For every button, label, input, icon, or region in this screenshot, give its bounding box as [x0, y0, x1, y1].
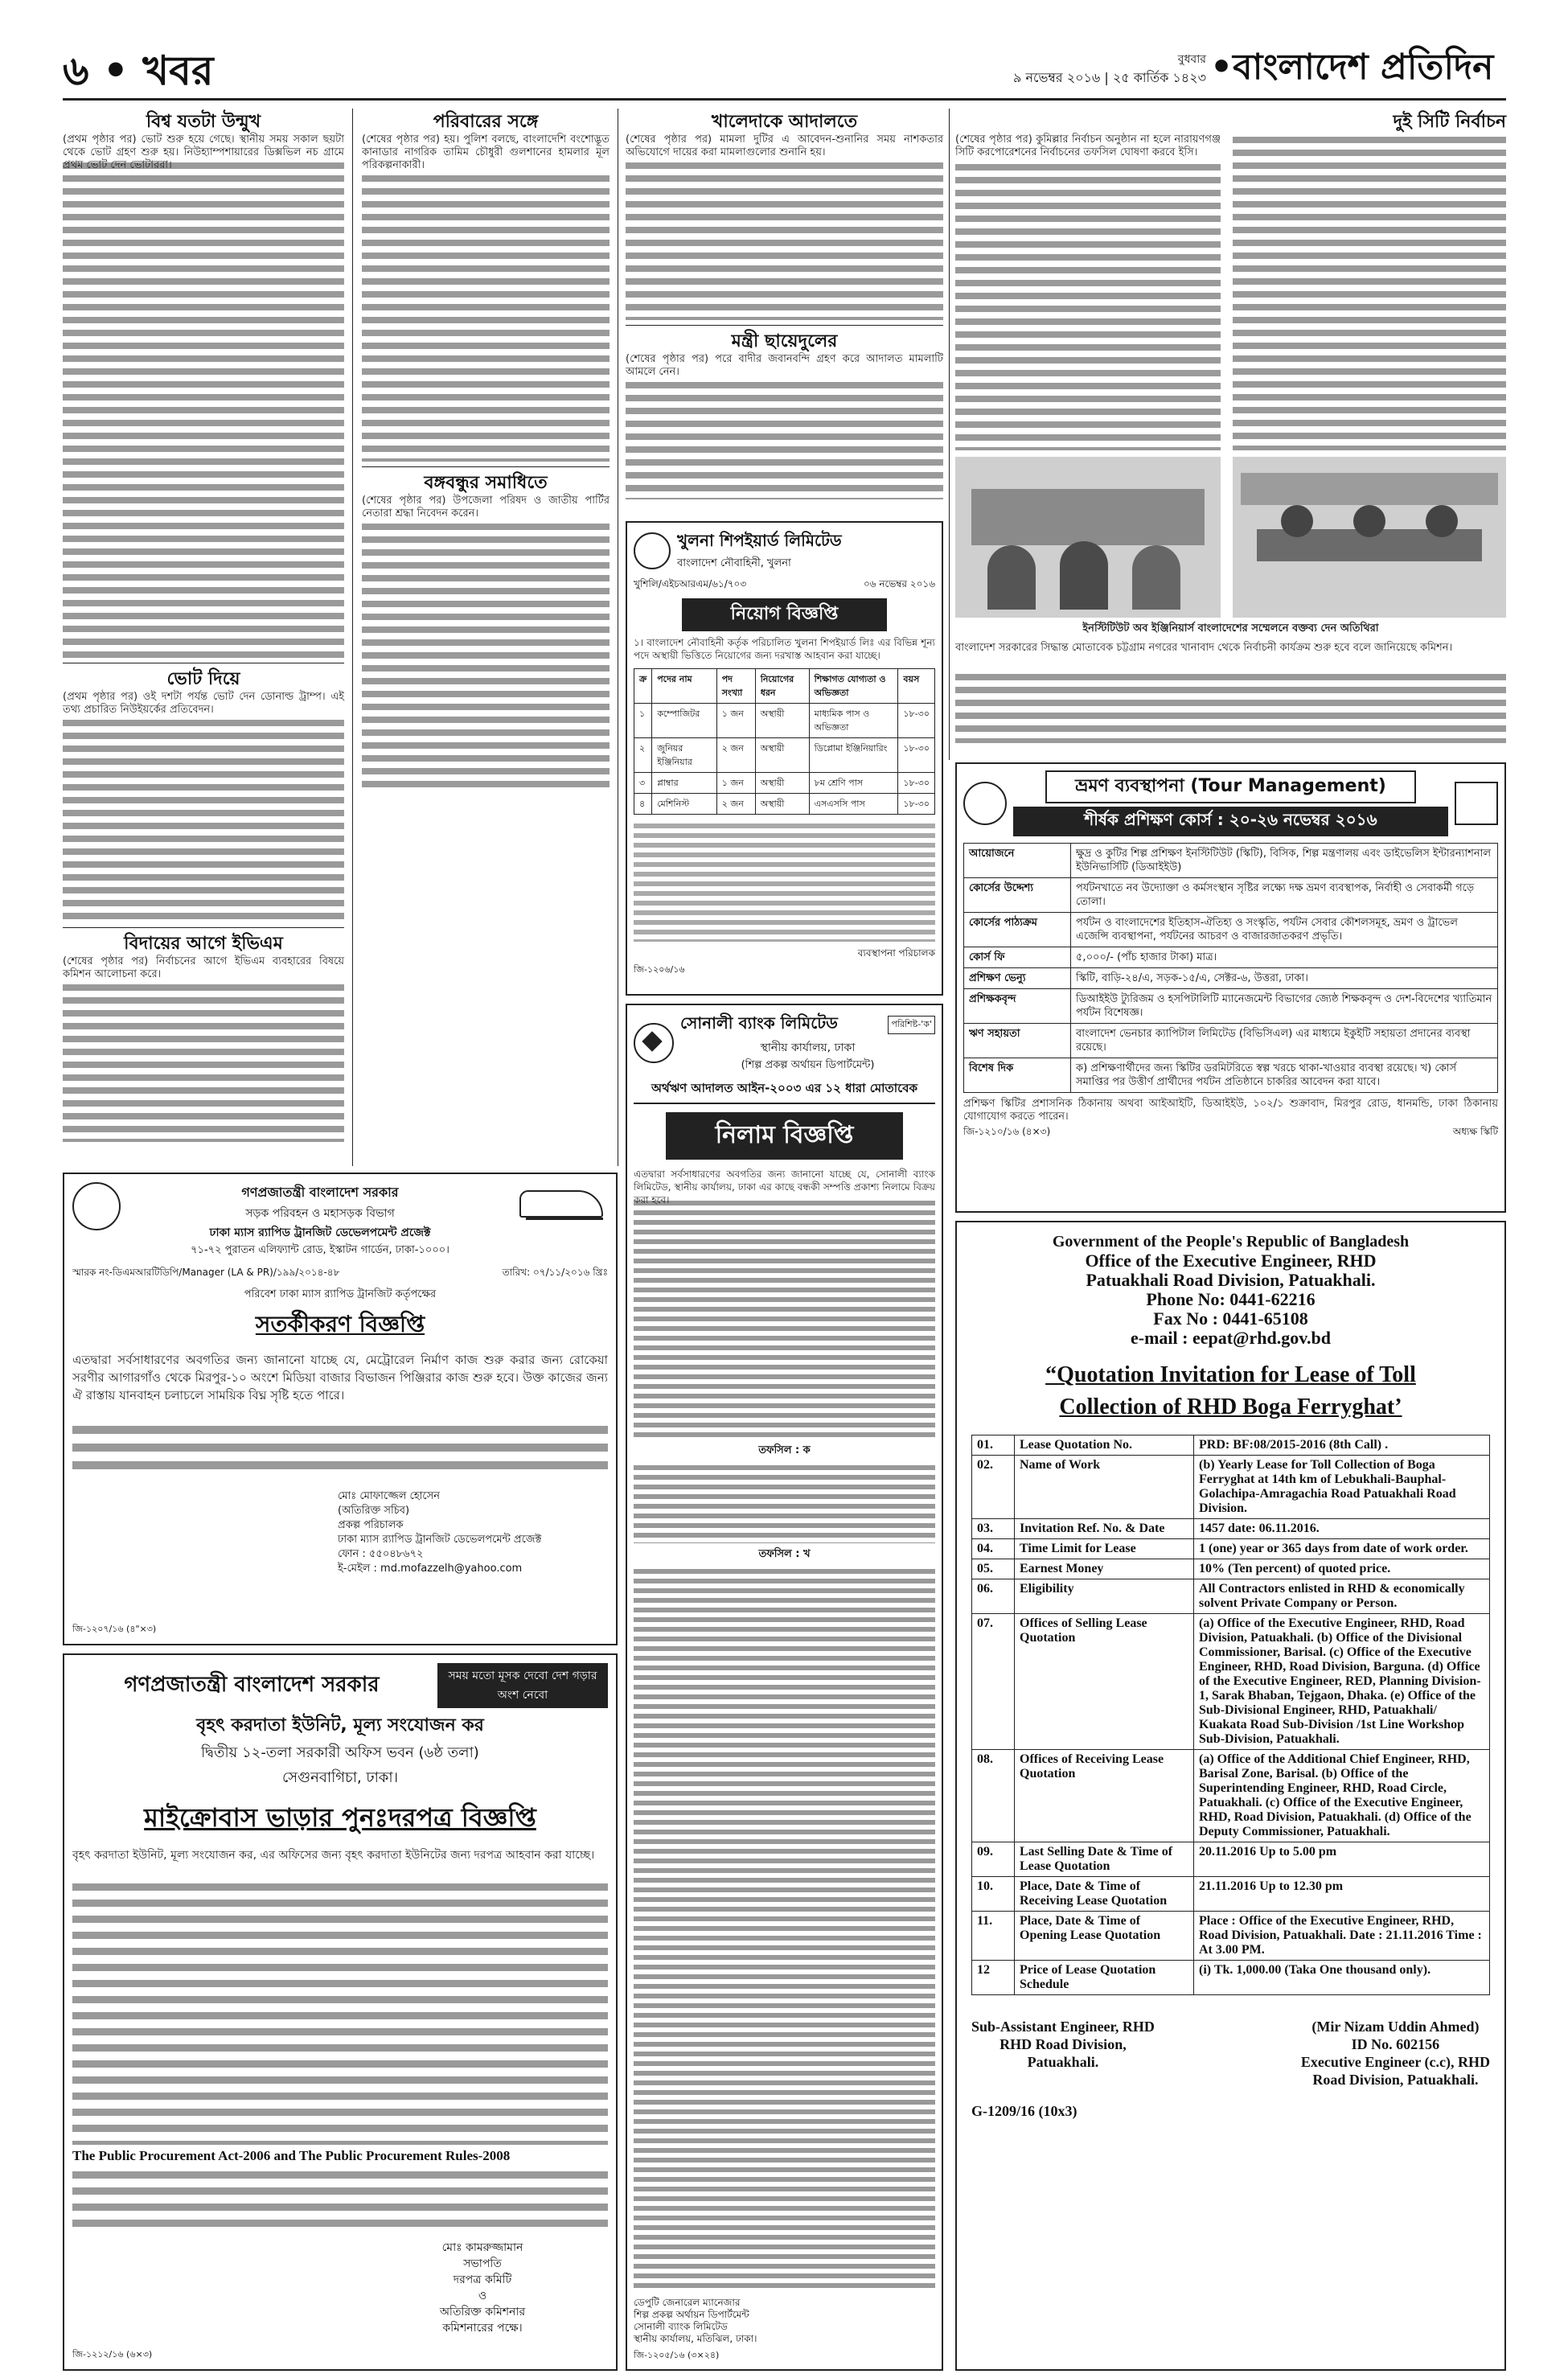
rhd-sign-right1: (Mir Nizam Uddin Ahmed) — [1311, 2019, 1480, 2035]
mrt-dept: সড়ক পরিবহন ও মহাসড়ক বিভাগ — [245, 1207, 395, 1220]
story-tail: বাংলাদেশ সরকারের সিদ্ধান্ত মোতাবেক চট্টগ্রাম নগরের খানাবাদ থেকে নির্বাচনী কার্যক্রম শুরু হবে বলে জানিয়েছে কমিশন। — [955, 642, 1453, 654]
table-cell: কম্পোজিটর — [652, 704, 717, 738]
ad-shipyard — [626, 521, 943, 996]
mrt-body-placeholder — [72, 1422, 608, 1478]
rhd-row-label: Place, Date & Time of Opening Lease Quotation — [1015, 1912, 1194, 1961]
ad-code: জি-১২০৭/১৬ (৪"×৩) — [72, 1624, 157, 1634]
shipyard-body-placeholder — [634, 821, 935, 942]
table-cell: ৩ — [634, 773, 652, 794]
shipyard-table — [634, 668, 935, 815]
rhd-row-number: 07. — [972, 1614, 1015, 1750]
table-row — [972, 1912, 1490, 1961]
rhd-row-value: PRD: BF:08/2015-2016 (8th Call) . — [1194, 1435, 1490, 1456]
story-body-placeholder — [63, 159, 344, 658]
vat-signer-t3: ও — [478, 2290, 487, 2302]
rhd-row-number: 09. — [972, 1842, 1015, 1877]
sonali-signer-t2: সোনালী ব্যাংক লিমিটেড — [634, 2321, 728, 2332]
sonali-logo-icon — [634, 1023, 674, 1063]
rhd-title-line2: Collection of RHD Boga Ferryghat’ — [1059, 1394, 1402, 1419]
story-body-placeholder — [955, 161, 1221, 450]
vat-location: সেগুনবাগিচা, ঢাকা। — [281, 1769, 399, 1786]
story-body-placeholder — [626, 379, 943, 499]
vat-body: বৃহৎ করদাতা ইউনিট, মূল্য সংযোজন কর, এর অফিসের জন্য বৃহৎ করদাতা ইউনিটের জন্য দরপত্র আহবান করা যাচ্ছে। — [72, 1849, 595, 1862]
vat-unit: বৃহৎ করদাতা ইউনিট, মূল্য সংযোজন কর — [196, 1715, 484, 1735]
rhd-row-label: Name of Work — [1015, 1456, 1194, 1519]
tour-row-label: কোর্স ফি — [964, 947, 1071, 968]
story-body-placeholder — [1233, 133, 1506, 450]
rhd-title-line1: “Quotation Invitation for Lease of Toll — [1045, 1362, 1416, 1387]
table-cell: ১৮-৩০ — [898, 704, 935, 738]
mrt-phone: ফোন : ৫৫০৪৮৬৭২ — [338, 1548, 424, 1560]
rhd-sign-right2: ID No. 602156 — [1351, 2036, 1440, 2052]
vat-signer: মোঃ কামরুজ্জামান — [441, 2241, 523, 2254]
tour-row-value: স্কিটি, বাড়ি-২৪/এ, সড়ক-১৫/এ, সেক্টর-৬, উত্তরা, ঢাকা। — [1071, 968, 1498, 989]
sonali-act: অর্থঋণ আদালত আইন-২০০৩ এর ১২ ধারা মোতাবেক — [634, 1079, 935, 1104]
ad-sonali-bank — [626, 1004, 943, 2371]
table-cell: ১৮-৩০ — [898, 738, 935, 773]
tour-signer: অধ্যক্ষ স্কিটি — [1452, 1126, 1498, 1137]
skiti-logo-icon — [963, 782, 1007, 825]
tour-row-label: কোর্সের পাঠ্যক্রম — [964, 913, 1071, 947]
sonali-body: এতদ্বারা সর্বসাধারণের অবগতির জন্য জানানো যাচ্ছে যে, সোনালী ব্যাংক লিমিটেড, স্থানীয় কার্যালয়, ঢাকা এর কাছে বন্ধকী সম্পত্তি প্রকাশ্য নিলামে বিক্রয় করা হবে। — [634, 1169, 935, 1205]
ad-vat-microbus — [63, 1653, 618, 2371]
rhd-row-value: All Contractors enlisted in RHD & economically solvent Private Company or Person. — [1194, 1579, 1490, 1614]
mrt-org: গণপ্রজাতন্ত্রী বাংলাদেশ সরকার — [241, 1185, 399, 1200]
table-row — [972, 1456, 1490, 1519]
mrt-title: সতর্কীকরণ বিজ্ঞপ্তি — [255, 1311, 425, 1337]
story-body-placeholder — [626, 159, 943, 320]
table-row — [972, 1539, 1490, 1559]
vat-body-placeholder — [72, 1879, 608, 2145]
table-row — [964, 1024, 1498, 1058]
story-lead: (শেষের পৃষ্ঠার পর) পরে বাদীর জবানবন্দি গ্রহণ করে আদালত মামলাটি আমলে নেন। — [626, 353, 943, 378]
rhd-row-label: Time Limit for Lease — [1015, 1539, 1194, 1559]
story-body-placeholder — [63, 981, 344, 1142]
rhd-row-label: Offices of Receiving Lease Quotation — [1015, 1750, 1194, 1842]
story-lead: (প্রথম পৃষ্ঠার পর) ভোট শুরু হয়ে গেছে। স্থানীয় সময় সকাল ছয়টা থেকে ভোট গ্রহণ শুরু হয়। নিউহ্যাম্পশায়ারের ডিক্সভিল নচ গ্রামে প্রথম ভোট দেন ভোটাররা। — [63, 133, 344, 171]
table-header-cell: পদের নাম — [652, 669, 717, 704]
shipyard-date: ০৬ নভেম্বর ২০১৬ — [863, 578, 935, 589]
shipyard-signer: ব্যবস্থাপনা পরিচালক — [857, 947, 935, 959]
rhd-row-number: 01. — [972, 1435, 1015, 1456]
rhd-row-label: Invitation Ref. No. & Date — [1015, 1519, 1194, 1539]
mrt-signer: মোঃ মোফাজ্জেল হোসেন — [338, 1490, 440, 1502]
masthead — [0, 0, 1568, 105]
table-cell: ১৮-৩০ — [898, 773, 935, 794]
rhd-row-number: 06. — [972, 1579, 1015, 1614]
table-cell: ১ জন — [716, 704, 755, 738]
news-photo — [955, 457, 1221, 618]
tour-footer: প্রশিক্ষণ স্কিটির প্রশাসনিক ঠিকানায় অথবা আইআইটি, ডিআইইউ, ১০২/১ শুক্রাবাদ, মিরপুর রোড, ধানমন্ডি, ঢাকা ঠিকানায় যোগাযোগ করতে পারেন। — [963, 1098, 1498, 1123]
column-3 — [626, 111, 943, 513]
rhd-sign-right3: Executive Engineer (c.c), RHD — [1300, 2054, 1490, 2070]
story-body-placeholder — [362, 172, 610, 462]
column-1 — [63, 111, 344, 1164]
table-row — [634, 738, 935, 773]
rhd-gov: Government of the People's Republic of Bangladesh — [1052, 1233, 1410, 1251]
table-header — [634, 669, 935, 704]
table-row — [972, 1877, 1490, 1912]
rhd-row-label: Price of Lease Quotation Schedule — [1015, 1961, 1194, 1995]
shipyard-title: নিয়োগ বিজ্ঞপ্তি — [682, 598, 887, 631]
table-header-cell: বয়স — [898, 669, 935, 704]
rhd-phone: Phone No: 0441-62216 — [1146, 1289, 1316, 1309]
mrt-signer-t3: ঢাকা ম্যাস র‌্যাপিড ট্রানজিট ডেভেলপমেন্ট প্রজেক্ট — [338, 1534, 542, 1546]
tour-row-label: কোর্সের উদ্দেশ্য — [964, 878, 1071, 913]
rhd-row-label: Place, Date & Time of Receiving Lease Quotation — [1015, 1877, 1194, 1912]
vat-office: দ্বিতীয় ১২-তলা সরকারী অফিস ভবন (৬ষ্ঠ তলা) — [201, 1744, 479, 1761]
rhd-row-label: Lease Quotation No. — [1015, 1435, 1194, 1456]
table-row — [964, 878, 1498, 913]
rhd-division: Patuakhali Road Division, Patuakhali. — [1086, 1270, 1376, 1290]
story-headline: বিদায়ের আগে ইভিএম — [124, 934, 283, 954]
story-headline: ভোট দিয়ে — [166, 669, 240, 689]
rhd-row-label: Offices of Selling Lease Quotation — [1015, 1614, 1194, 1750]
rhd-row-value: (b) Yearly Lease for Toll Collection of Boga Ferryghat at 14th km of Lebukhali-Bauphal-Golachipa-Amragachia Road Patuakhali Road Division. — [1194, 1456, 1490, 1519]
mrt-ref: স্মারক নং-ডিএমআরটিডিপি/Manager (LA & PR)/১৯৯/২০১৪-৪৮ — [72, 1267, 340, 1278]
table-row — [964, 968, 1498, 989]
table-row — [634, 773, 935, 794]
date-line: ৯ নভেম্বর ২০১৬ | ২৫ কার্তিক ১৪২৩ — [1013, 70, 1206, 85]
rhd-row-label: Last Selling Date & Time of Lease Quotation — [1015, 1842, 1194, 1877]
diu-logo-icon — [1455, 782, 1498, 825]
vat-signer-t5: কমিশনারের পক্ষে। — [442, 2322, 523, 2335]
table-header-cell: পদ সংখ্যা — [716, 669, 755, 704]
rhd-row-value: Place : Office of the Executive Engineer, RHD, Road Division, Patuakhali. Date : 21.11.2016 Time : At 3.00 PM. — [1194, 1912, 1490, 1961]
tour-row-label: বিশেষ দিক — [964, 1058, 1071, 1093]
story-headline: খালেদাকে আদালতে — [711, 112, 858, 132]
rhd-row-number: 04. — [972, 1539, 1015, 1559]
story-headline: পরিবারের সঙ্গে — [433, 112, 539, 132]
mrt-body: এতদ্বারা সর্বসাধারণের অবগতির জন্য জানানো যাচ্ছে যে, মেট্রোরেল নির্মাণ কাজ শুরু করার জন্য রোকেয়া সরণীর আগারগাঁও থেকে মিরপুর-১০ অংশে মিডিয়া বাজার বিভাজন পিঞ্জিরার কাজ শুরু হবে। উক্ত কাজের জন্য ঐ রাস্তায় যানবাহন চলাচলে সাময়িক বিঘ্ন সৃষ্টি হতে পারে। — [72, 1353, 608, 1403]
sonali-schedule: পরিশিষ্ট-'ক' — [888, 1016, 935, 1034]
masthead-rule — [63, 98, 1506, 101]
gov-seal-icon — [72, 1182, 121, 1230]
ad-rhd-quotation — [955, 1221, 1506, 2371]
rhd-row-value: (a) Office of the Additional Chief Engineer, RHD, Barisal Zone, Barisal. (b) Office of the Superintending Engineer, RHD, Road Circle, Patuakhali. (c) Office of the Executive Engineer, RHD, Road Division, Patuakhali. (d) Office of the Deputy Commissioner, Patuakhali. — [1194, 1750, 1490, 1842]
page-label: ৬ • খবর — [63, 47, 214, 94]
tour-table — [963, 843, 1498, 1093]
tour-row-value: ডিআইইউ ট্যুরিজম ও হসপিটালিটি ম্যানেজমেন্ট বিভাগের জ্যেষ্ঠ শিক্ষকবৃন্দ ও দেশ-বিদেশের খ্যাতিমান পর্যটন বিশেষজ্ঞ। — [1071, 989, 1498, 1024]
table-cell: ১ — [634, 704, 652, 738]
table-cell: অস্থায়ী — [755, 704, 809, 738]
table-row — [964, 947, 1498, 968]
ad-code: জি-১২১২/১৬ (৬×৩) — [72, 2349, 153, 2360]
vat-signer-t4: অতিরিক্ত কমিশনার — [439, 2306, 526, 2319]
sonali-body-placeholder — [634, 1567, 935, 2290]
ad-metro-rail — [63, 1173, 618, 1645]
tour-row-value: পর্যটন ও বাংলাদেশের ইতিহাস-ঐতিহ্য ও সংস্কৃতি, পর্যটন সেবার কৌশলসমূহ, ভ্রমণ ও ট্রাভেল এজেন্সি ব্যবস্থাপনা, পর্যটনের আচরণ ও বাজারজাতকরণ প্রভৃতি। — [1071, 913, 1498, 947]
ad-code: G-1209/16 (10x3) — [971, 2103, 1077, 2119]
masthead-logo: •বাংলাদেশ প্রতিদিন — [1210, 47, 1494, 88]
sonali-schedule-kha: তফসিল : খ — [758, 1548, 811, 1560]
story-lead: (শেষের পৃষ্ঠার পর) কুমিল্লার নির্বাচন অনুষ্ঠান না হলে নারায়ণগঞ্জ সিটি করপোরেশনের নির্বাচনের তফসিল ঘোষণা করবে ইসি। — [955, 133, 1221, 158]
table-cell: ১৮-৩০ — [898, 794, 935, 815]
vat-title: মাইক্রোবাস ভাড়ার পুনঃদরপত্র বিজ্ঞপ্তি — [144, 1802, 536, 1833]
table-row — [634, 704, 935, 738]
column-4 — [955, 111, 1506, 754]
rhd-row-number: 02. — [972, 1456, 1015, 1519]
rhd-row-value: 10% (Ten percent) of quoted price. — [1194, 1559, 1490, 1579]
story-body-placeholder — [955, 671, 1506, 743]
table-cell: ৪ — [634, 794, 652, 815]
table-cell: ডিপ্লোমা ইঞ্জিনিয়ারিং — [809, 738, 898, 773]
table-cell: অস্থায়ী — [755, 738, 809, 773]
table-cell: মাধ্যমিক পাস ও অভিজ্ঞতা — [809, 704, 898, 738]
table-header-cell: নিয়োগের ধরন — [755, 669, 809, 704]
table-cell: ২ — [634, 738, 652, 773]
mrt-signer-t2: প্রকল্প পরিচালক — [338, 1519, 404, 1531]
ad-code: জি-১২০৬/১৬ — [634, 964, 685, 975]
table-row — [964, 1058, 1498, 1093]
story-lead: (শেষের পৃষ্ঠার পর) হয়। পুলিশ বলছে, বাংলাদেশি বংশোদ্ভূত কানাডার নাগরিক তামিম চৌধুরী গুলশানের হামলার মূল পরিকল্পনাকারী। — [362, 133, 610, 171]
rhd-row-value: (i) Tk. 1,000.00 (Taka One thousand only). — [1194, 1961, 1490, 1995]
table-cell: ২ জন — [716, 738, 755, 773]
table-cell: ৮ম শ্রেণি পাস — [809, 773, 898, 794]
rhd-sign-left3: Patuakhali. — [1027, 2054, 1099, 2070]
shipyard-ref: খুশিলি/এইচআরএম/৬১/৭০৩ — [634, 578, 747, 589]
table-row — [972, 1750, 1490, 1842]
table-row — [972, 1614, 1490, 1750]
rhd-row-number: 11. — [972, 1912, 1015, 1961]
rhd-row-value: 1 (one) year or 365 days from date of work order. — [1194, 1539, 1490, 1559]
rhd-office: Office of the Executive Engineer, RHD — [1085, 1251, 1377, 1271]
story-lead: (শেষের পৃষ্ঠার পর) উপজেলা পরিষদ ও জাতীয় পার্টির নেতারা শ্রদ্ধা নিবেদন করেন। — [362, 495, 610, 520]
mrt-email: ই-মেইল : md.mofazzelh@yahoo.com — [338, 1563, 523, 1575]
ad-code: জি-১২১০/১৬ (৪×৩) — [963, 1126, 1051, 1137]
ad-code: জি-১২০৫/১৬ (৩×২৪) — [634, 2350, 720, 2360]
table-row — [972, 1842, 1490, 1877]
sonali-schedule-ka: তফসিল : ক — [758, 1444, 811, 1456]
story-lead: (প্রথম পৃষ্ঠার পর) ওই দশটা পর্যন্ত ভোট দেন ডোনাল্ড ট্রাম্প। এই তথ্য প্রচারিত নিউইয়র্কের প্রতিবেদন। — [63, 691, 344, 716]
table-header-cell: শিক্ষাগত যোগ্যতা ও অভিজ্ঞতা — [809, 669, 898, 704]
story-lead: (শেষের পৃষ্ঠার পর) নির্বাচনের আগে ইভিএম ব্যবহারের বিষয়ে কমিশন আলোচনা করে। — [63, 955, 344, 980]
mrt-address: ৭১-৭২ পুরাতন এলিফ্যান্ট রোড, ইস্কাটন গার্ডেন, ঢাকা-১০০০। — [191, 1244, 449, 1256]
table-cell: এসএসসি পাস — [809, 794, 898, 815]
vat-body-placeholder — [72, 2167, 608, 2232]
mrt-project: ঢাকা ম্যাস র‌্যাপিড ট্রানজিট ডেভেলপমেন্ট প্রজেক্ট — [209, 1226, 431, 1239]
table-row — [634, 794, 935, 815]
table-row — [972, 1579, 1490, 1614]
table-header-cell: ক্র — [634, 669, 652, 704]
news-photo — [1233, 457, 1506, 618]
tour-row-value: পর্যটনখাতে নব উদ্যোক্তা ও কর্মসংস্থান সৃষ্টির লক্ষ্যে দক্ষ ভ্রমণ ব্যবস্থাপক, নির্বাহী ও সেবাকর্মী গড়ে তোলা। — [1071, 878, 1498, 913]
tour-row-value: বাংলাদেশ ভেনচার ক্যাপিটাল লিমিটেড (বিভিসিএল) এর মাধ্যমে ইকুইটি সহায়তা প্রদানের ব্যবস্থা রয়েছে। — [1071, 1024, 1498, 1058]
table-row — [972, 1961, 1490, 1995]
tour-title: ভ্রমণ ব্যবস্থাপনা (Tour Management) — [1045, 770, 1416, 803]
rhd-row-number: 08. — [972, 1750, 1015, 1842]
mrt-sub: পরিবেশ ঢাকা ম্যাস র‌্যাপিড ট্রানজিট কর্তৃপক্ষের — [244, 1288, 437, 1300]
tour-row-value: ৫,০০০/- (পাঁচ হাজার টাকা) মাত্র। — [1071, 947, 1498, 968]
rhd-row-value: 21.11.2016 Up to 12.30 pm — [1194, 1877, 1490, 1912]
tour-row-label: প্রশিক্ষণ ভেন্যু — [964, 968, 1071, 989]
rhd-sign-right4: Road Division, Patuakhali. — [1312, 2072, 1479, 2088]
table-row — [972, 1559, 1490, 1579]
metro-train-icon — [519, 1182, 608, 1226]
column-rule — [949, 109, 950, 760]
rhd-row-number: 05. — [972, 1559, 1015, 1579]
sonali-signer-t1: শিল্প প্রকল্প অর্থায়ন ডিপার্টমেন্ট — [634, 2309, 749, 2320]
table-cell: ১ জন — [716, 773, 755, 794]
tour-row-label: আয়োজনে — [964, 844, 1071, 878]
sonali-signer-t3: স্থানীয় কার্যালয়, মতিঝিল, ঢাকা। — [634, 2333, 757, 2344]
mrt-signer-t1: (অতিরিক্ত সচিব) — [338, 1505, 410, 1517]
table-row — [972, 1435, 1490, 1456]
table-row — [964, 989, 1498, 1024]
sonali-office: স্থানীয় কার্যালয়, ঢাকা — [760, 1041, 856, 1054]
rhd-sign-left1: Sub-Assistant Engineer, RHD — [971, 2019, 1155, 2035]
story-headline: দুই সিটি নির্বাচন — [1393, 112, 1506, 132]
rhd-email: e-mail : eepat@rhd.gov.bd — [1130, 1328, 1331, 1348]
tour-subtitle: শীর্ষক প্রশিক্ষণ কোর্স : ২০-২৬ নভেম্বর ২০১৬ — [1013, 807, 1448, 836]
mrt-date: তারিখ: ০৭/১১/২০১৬ খ্রিঃ — [502, 1267, 608, 1278]
story-headline: বিশ্ব যতটা উন্মুখ — [146, 112, 261, 132]
table-row — [964, 913, 1498, 947]
shipyard-sub: বাংলাদেশ নৌবাহিনী, খুলনা — [677, 557, 791, 569]
rhd-sign-left2: RHD Road Division, — [999, 2036, 1127, 2052]
rhd-table — [971, 1435, 1490, 1995]
story-headline: মন্ত্রী ছায়েদুলের — [731, 331, 838, 351]
rhd-row-value: 1457 date: 06.11.2016. — [1194, 1519, 1490, 1539]
story-headline: বঙ্গবন্ধুর সমাধিতে — [424, 473, 548, 493]
column-2 — [362, 111, 610, 811]
sonali-sub: (শিল্প প্রকল্প অর্থায়ন ডিপার্টমেন্ট) — [741, 1059, 875, 1071]
table-cell: ২ জন — [716, 794, 755, 815]
rhd-fax: Fax No : 0441-65108 — [1153, 1308, 1308, 1329]
rhd-row-value: (a) Office of the Executive Engineer, RHD, Road Division, Patuakhali. (b) Office of the Divisional Commissioner, Barisal. (c) Office of the Executive Engineer, RHD, Road Division, Barguna. (d) Office of the Executive Engineer, RED, Planning Division-1, Sarak Bhaban, Tejgaon, Dhaka. (e) Office of the Sub-Divisional Engineer, RHD, Patuakhali/ Kuakata Road Sub-Division /1st Line Workshop Sub-Division, Patuakhali. — [1194, 1614, 1490, 1750]
vat-signer-t1: সভাপতি — [463, 2257, 502, 2270]
vat-org: গণপ্রজাতন্ত্রী বাংলাদেশ সরকার — [124, 1673, 380, 1697]
vat-slogan: সময় মতো মূসক দেবো দেশ গড়ার অংশ নেবো — [437, 1663, 608, 1708]
sonali-body-placeholder — [634, 1463, 935, 1543]
story-lead: (শেষের পৃষ্ঠার পর) মামলা দুটির এ আবেদন-শুনানির সময় নাশকতার অভিযোগে দায়ের করা মামলাগুলোর শুনানি হয়। — [626, 133, 943, 158]
rhd-row-number: 03. — [972, 1519, 1015, 1539]
story-body-placeholder — [362, 520, 610, 794]
rhd-row-value: 20.11.2016 Up to 5.00 pm — [1194, 1842, 1490, 1877]
table-cell: জুনিয়র ইঞ্জিনিয়ার — [652, 738, 717, 773]
sonali-name: সোনালী ব্যাংক লিমিটেড — [680, 1013, 838, 1033]
ad-tour-management — [955, 762, 1506, 1213]
vat-act: The Public Procurement Act-2006 and The Public Procurement Rules-2008 — [72, 2148, 511, 2163]
tour-row-label: ঋণ সহায়তা — [964, 1024, 1071, 1058]
tour-row-value: ক) প্রশিক্ষণার্থীদের জন্য স্কিটির ডরমিটরিতে স্বল্প খরচে থাকা-খাওয়ার ব্যবস্থা রয়েছে। খ) কোর্স সমাপ্তির পর উত্তীর্ণ প্রার্থীদের পর্যটন প্রতিষ্ঠানে চাকরির আবেদন করা যাবে। — [1071, 1058, 1498, 1093]
table-cell: অস্থায়ী — [755, 794, 809, 815]
shipyard-intro: ১। বাংলাদেশ নৌবাহিনী কর্তৃক পরিচালিত খুলনা শিপইয়ার্ড লিঃ এর বিভিন্ন শূন্য পদে অস্থায়ী ভিত্তিতে নিয়োগের জন্য দরখাস্ত আহবান করা যাচ্ছে। — [634, 637, 935, 661]
tour-row-label: প্রশিক্ষকবৃন্দ — [964, 989, 1071, 1024]
vat-signer-t2: দরপত্র কমিটি — [453, 2273, 512, 2286]
date-day: বুধবার — [1177, 53, 1206, 66]
shipyard-logo-icon — [634, 532, 671, 569]
sonali-body-placeholder — [634, 1198, 935, 1440]
shipyard-name: খুলনা শিপইয়ার্ড লিমিটেড — [677, 531, 842, 550]
table-row — [972, 1519, 1490, 1539]
photo-caption: ইনস্টিটিউট অব ইঞ্জিনিয়ার্স বাংলাদেশের সম্মেলনে বক্তব্য দেন অতিথিরা — [1082, 622, 1379, 635]
rhd-row-label: Earnest Money — [1015, 1559, 1194, 1579]
rhd-row-number: 10. — [972, 1877, 1015, 1912]
table-cell: অস্থায়ী — [755, 773, 809, 794]
sonali-signer: ডেপুটি জেনারেল ম্যানেজার — [634, 2297, 741, 2308]
story-body-placeholder — [63, 717, 344, 922]
table-cell: প্লাম্বার — [652, 773, 717, 794]
tour-row-value: ক্ষুদ্র ও কুটির শিল্প প্রশিক্ষণ ইনস্টিটিউট (স্কিটি), বিসিক, শিল্প মন্ত্রণালয় এবং ডাইভেলিস ইন্টারন্যাশনাল ইউনিভার্সিটি (ডিআইইউ) — [1071, 844, 1498, 878]
sonali-title: নিলাম বিজ্ঞপ্তি — [666, 1112, 903, 1160]
table-row — [964, 844, 1498, 878]
rhd-row-number: 12 — [972, 1961, 1015, 1995]
rhd-row-label: Eligibility — [1015, 1579, 1194, 1614]
column-rule — [352, 109, 353, 1166]
table-cell: মেশিনিস্ট — [652, 794, 717, 815]
